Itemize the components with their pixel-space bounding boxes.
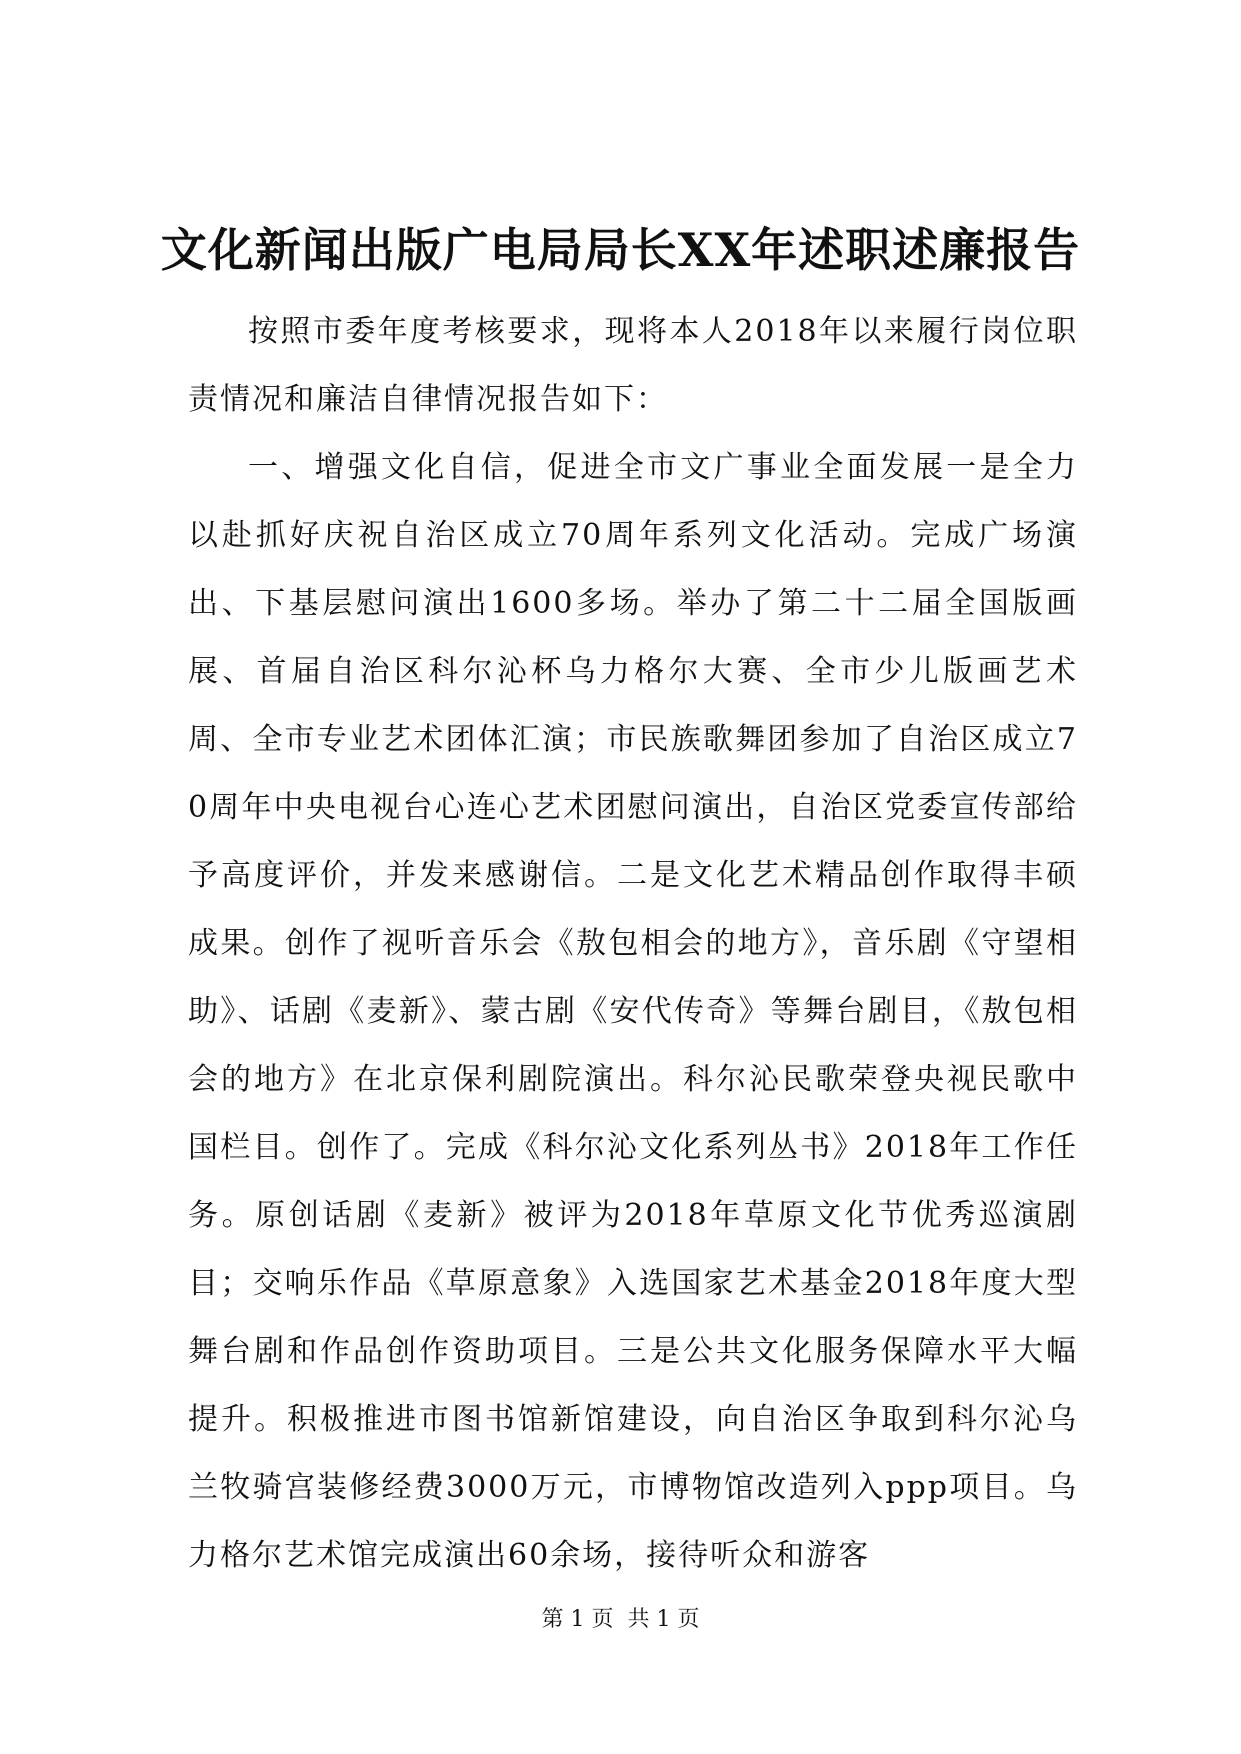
page-number-label: 第 1 页 共 1 页 bbox=[541, 1607, 700, 1632]
page-footer bbox=[0, 1606, 1241, 1634]
intro-paragraph: 按照市委年度考核要求，现将本人2018年以来履行岗位职责情况和廉洁自律情况报告如下： bbox=[188, 314, 1078, 417]
section-one-paragraph: 一、增强文化自信，促进全市文广事业全面发展一是全力以赴抓好庆祝自治区成立70周年系列文化活动。完成广场演出、下基层慰问演出1600多场。举办了第二十二届全国版画展、首届自治区科尔沁杯乌力格尔大赛、全市少儿版画艺术周、全市专业艺术团体汇演；市民族歌舞团参加了自治区成立70周年中央电视台心连心艺术团慰问演出，自治区党委宣传部给予高度评价，并发来感谢信。二是文化艺术精品创作取得丰硕成果。创作了视听音乐会《敖包相会的地方》，音乐剧《守望相助》、话剧《麦新》、蒙古剧《安代传奇》等舞台剧目，《敖包相会的地方》在北京保利剧院演出。科尔沁民歌荣登央视民歌中国栏目。创作了。完成《科尔沁文化系列丛书》2018年工作任务。原创话剧《麦新》被评为2018年草原文化节优秀巡演剧目；交响乐作品《草原意象》入选国家艺术基金2018年度大型舞台剧和作品创作资助项目。三是公共文化服务保障水平大幅提升。积极推进市图书馆新馆建设，向自治区争取到科尔沁乌兰牧骑宫装修经费3000万元，市博物馆改造列入ppp项目。乌力格尔艺术馆完成演出60余场，接待听众和游客 bbox=[188, 450, 1078, 1573]
document-body bbox=[188, 298, 1078, 1590]
document-title: 文化新闻出版广电局局长XX年述职述廉报告 bbox=[160, 223, 1081, 277]
